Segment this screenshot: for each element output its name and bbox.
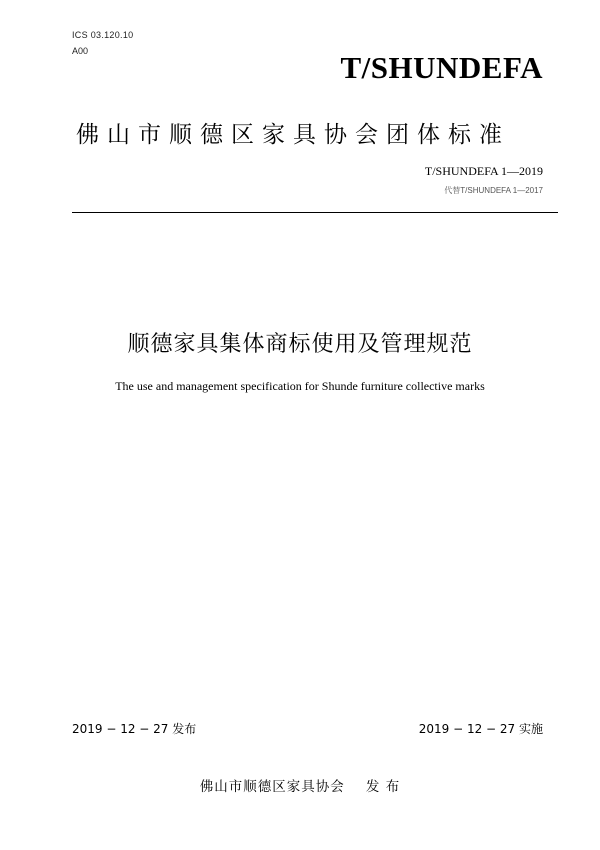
replaces-standard: 代替T/SHUNDEFA 1—2017 [444,186,543,195]
ics-code: ICS 03.120.10 [72,30,134,40]
classification-code: A00 [72,46,89,56]
document-title-chinese: 顺德家具集体商标使用及管理规范 [127,332,473,357]
implementation-date: 2019 − 12 − 27 实施 [418,722,543,736]
document-title-english: The use and management specification for Shunde furniture collective marks [115,379,485,393]
organization-standard-title: 佛山市顺德区家具协会团体标准 [76,122,510,148]
standard-number: T/SHUNDEFA 1—2019 [424,164,543,178]
standard-brand: T/SHUNDEFA [340,50,543,85]
issuer: 佛山市顺德区家具协会 发 布 [199,779,401,795]
header-divider [72,212,558,213]
issue-date: 2019 − 12 − 27 发布 [72,722,197,736]
